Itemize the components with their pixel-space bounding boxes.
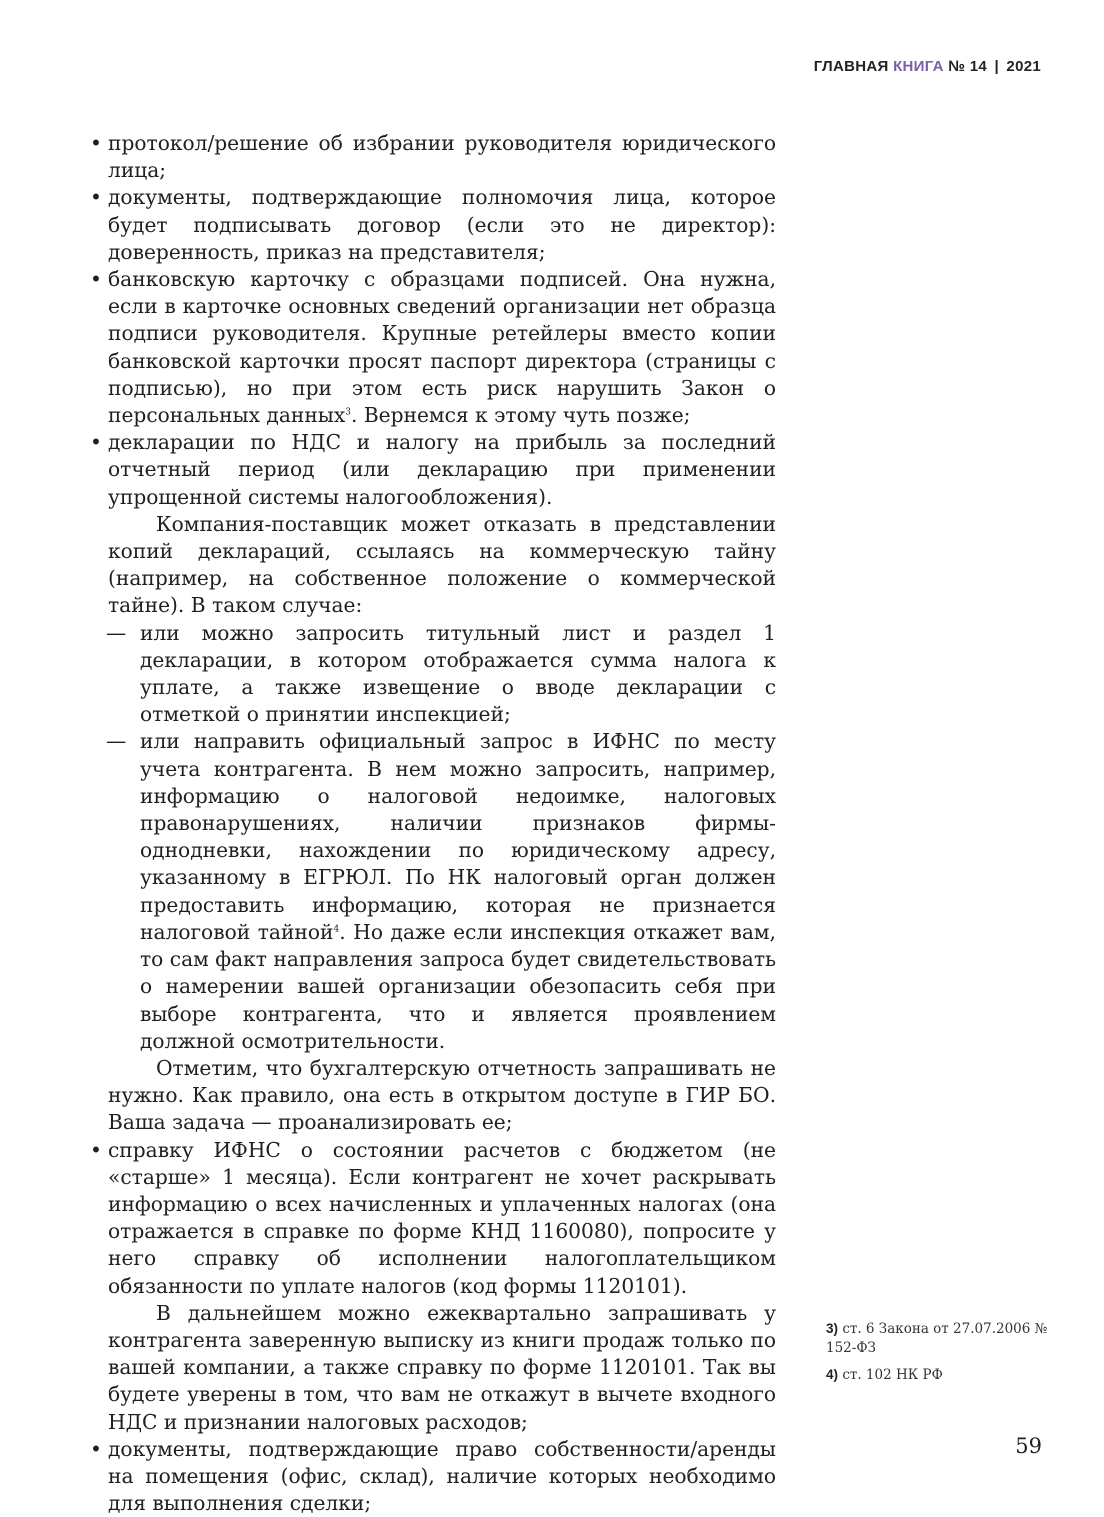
footnote	[826, 1365, 1056, 1385]
bullet-mark: •	[90, 185, 102, 210]
paragraph: Отметим, что бухгалтерскую отчетность запрашивать не нужно. Как правило, она есть в открытом доступе в ГИР БО. Ваша задача — проанализировать ее;	[108, 1055, 776, 1135]
page-number: 59	[1015, 1434, 1042, 1458]
bullet-mark: •	[90, 430, 102, 455]
list-item-text-tail: . Вернемся к этому чуть позже;	[350, 403, 691, 428]
list-item-text: декларации по НДС и налогу на прибыль за последний отчетный период (или декларацию при применении упрощенной системы налогообложения).	[108, 430, 776, 509]
footnote-number: 3)	[826, 1321, 839, 1336]
dash-mark: —	[106, 620, 127, 645]
list-item-text: банковскую карточку с образцами подписей. Она нужна, если в карточке основных сведений организации нет образца подписи руководителя. Крупные ретейлеры вместо копии банковской карточки просят паспорт директора (страницы с подписью), но при этом есть риск нарушить Закон о персональных данных	[108, 267, 776, 428]
dash-item	[84, 728, 776, 1054]
article-body	[84, 130, 776, 1517]
dash-item-text: или можно запросить титульный лист и раздел 1 декларации, в котором отображается сумма налога к уплате, а также извещение о вводе декларации с отметкой о принятии инспекцией;	[140, 620, 776, 727]
list-item	[84, 1436, 776, 1517]
footnote-ref-3: 3	[345, 407, 351, 418]
bullet-mark: •	[90, 131, 102, 155]
list-item-text: документы, подтверждающие право собственности/аренды на помещения (офис, склад), наличие которых необходимо для выполнения сделки;	[108, 1436, 776, 1516]
footnote-number: 4)	[826, 1367, 839, 1382]
dash-item	[84, 620, 776, 729]
dash-mark: —	[106, 729, 127, 754]
header-separator: |	[994, 58, 999, 75]
footnote-text: ст. 102 НК РФ	[842, 1367, 943, 1383]
list-item	[84, 184, 776, 266]
list-item-text: справку ИФНС о состоянии расчетов с бюджетом (не «старше» 1 месяца). Если контрагент не хочет раскрывать информацию о всех начисленных и уплаченных налогах (она отражается в справке по форме КНД 1160080), попросите у него справку об исполнении налогоплательщиком обязанности по уплате налогов (код формы 1120101).	[108, 1137, 776, 1298]
brand-accent: КНИГА	[893, 58, 944, 75]
list-item-text: документы, подтверждающие полномочия лица, которое будет подписывать договор (если это не директор): доверенность, приказ на представителя;	[108, 185, 776, 264]
list-item	[84, 266, 776, 429]
bullet-mark: •	[90, 1137, 102, 1162]
issue-number: № 14	[948, 58, 987, 75]
list-item-text: протокол/решение об избрании руководителя юридического лица;	[108, 131, 776, 183]
footnote	[826, 1319, 1056, 1358]
brand-main: ГЛАВНАЯ	[813, 58, 889, 75]
footnote-ref-4: 4	[333, 924, 340, 935]
list-item	[84, 429, 776, 511]
dash-item-text: или направить официальный запрос в ИФНС по месту учета контрагента. В нем можно запросить, например, информацию о налоговой недоимке, налоговых правонарушениях, наличии признаков фирмы-однодневки, нахождении по юридическому адресу, указанному в ЕГРЮЛ. По НК налоговый орган должен предоставить информацию, которая не признается налоговой тайной	[140, 729, 776, 944]
issue-year: 2021	[1006, 58, 1041, 75]
running-header	[814, 58, 1041, 75]
bullet-mark: •	[90, 1436, 102, 1461]
bullet-mark: •	[90, 267, 102, 292]
list-item	[84, 130, 776, 184]
paragraph: В дальнейшем можно ежеквартально запрашивать у контрагента заверенную выписку из книги продаж только по вашей компании, а также справку по форме 1120101. Так вы будете уверены в том, что вам не откажут в вычете входного НДС и признании налоговых расходов;	[108, 1300, 776, 1434]
dash-item-text-tail: . Но даже если инспекция откажет вам, то сам факт направления запроса будет свидетельствовать о намерении вашей организации обезопасить себя при выборе контрагента, что и является проявлением должной осмотрительности.	[140, 919, 776, 1053]
footnotes	[826, 1319, 1056, 1392]
list-item	[84, 1137, 776, 1300]
paragraph: Компания-поставщик может отказать в представлении копий деклараций, ссылаясь на коммерческую тайну (например, на собственное положение о коммерческой тайне). В таком случае:	[108, 511, 776, 618]
footnote-text: ст. 6 Закона от 27.07.2006 № 152-ФЗ	[826, 1321, 1048, 1356]
